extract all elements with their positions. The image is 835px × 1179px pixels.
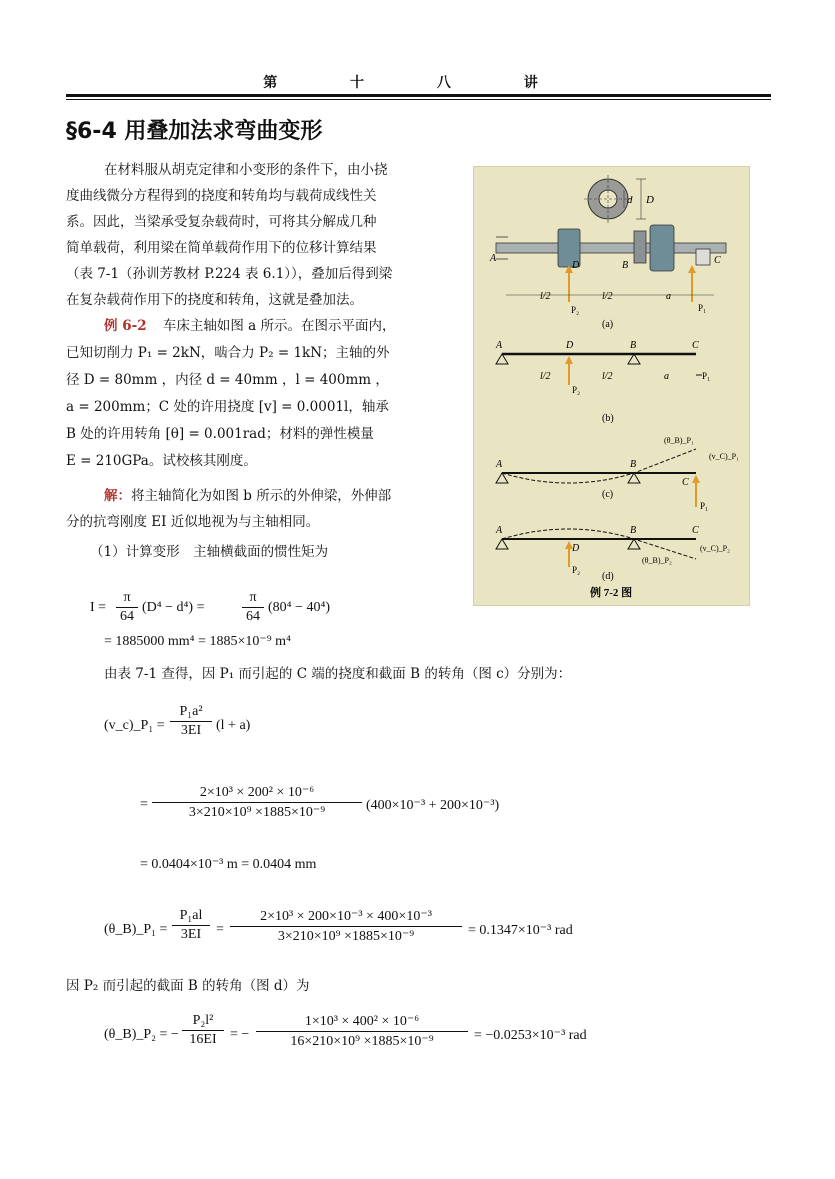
inertia-lhs: I =: [90, 600, 107, 615]
label-B-c: B: [630, 459, 637, 470]
vc-sub-fraction: [152, 784, 362, 821]
thetaB1-equals: =: [216, 922, 224, 937]
shaft-assembly: [489, 225, 726, 330]
label-l2-a2: l/2: [602, 291, 613, 302]
label-D-b: D: [566, 340, 574, 351]
label-a-a: a: [666, 291, 671, 302]
label-P1-a: P₁: [698, 303, 707, 313]
deflection-p2: [495, 525, 730, 582]
fraction-numerator: π: [116, 590, 138, 608]
fraction-numerator: 2×10³ × 200² × 10⁻⁶: [152, 784, 362, 803]
label-A-d: A: [496, 525, 503, 536]
inertia-fraction: [116, 590, 138, 625]
fraction-numerator: P₁a²: [170, 704, 212, 722]
label-l2-b1: l/2: [540, 371, 551, 382]
intro-line: 系。因此，当梁承受复杂载荷时，可将其分解成几种: [66, 214, 377, 230]
thetaB2-fraction: [182, 1013, 224, 1048]
fraction-denominator: 3EI: [180, 927, 202, 942]
example-first-line: [104, 314, 396, 334]
label-thetaB-P2: (θ_B)_P₂: [642, 556, 672, 565]
fraction-numerator: P₁al: [172, 908, 210, 926]
label-A-b: A: [496, 340, 503, 351]
label-P1-b: P₁: [702, 371, 711, 381]
step-1-heading: （1）计算变形 主轴横截面的惯性矩为: [90, 544, 329, 560]
thetaB1-sub-fraction: [230, 908, 462, 945]
label-A-c: A: [496, 459, 503, 470]
panel-b-label: (b): [602, 413, 614, 424]
panel-a-label: (a): [602, 319, 614, 330]
label-d: d: [627, 194, 633, 206]
fraction-denominator: 3EI: [180, 723, 202, 738]
vc-sub-equals: =: [140, 797, 148, 812]
panel-c-label: (c): [602, 489, 614, 500]
figure-caption: 例 7-2 图: [590, 587, 633, 599]
inertia-fraction-2: [242, 590, 264, 625]
label-C-a: C: [714, 255, 721, 266]
shaft-cross-section: [584, 175, 654, 223]
inertia-part1: (D⁴ − d⁴) =: [142, 600, 205, 615]
example-line: a = 200mm；C 处的许用挠度 [v] = 0.0001l，轴承: [66, 399, 389, 415]
label-D-a: D: [572, 260, 580, 271]
label-D-d: D: [572, 543, 580, 554]
inertia-result: = 1885000 mm⁴ = 1885×10⁻⁹ m⁴: [104, 634, 291, 649]
lecture-title: 第 十 八 讲: [263, 75, 572, 91]
fraction-numerator: 2×10³ × 200×10⁻³ × 400×10⁻³: [230, 908, 462, 927]
fraction-denominator: 3×210×10⁹ ×1885×10⁻⁹: [277, 929, 415, 944]
vc-fraction: [170, 704, 212, 739]
example-line: B 处的许用转角 [θ] = 0.001rad；材料的弹性模量: [66, 426, 374, 442]
label-P2-b: P₂: [572, 385, 581, 395]
label-B-b: B: [630, 340, 637, 351]
solution-first-line: [104, 484, 391, 504]
header-rule-thick: [66, 94, 771, 97]
section-title: §6-4 用叠加法求弯曲变形: [66, 119, 323, 144]
thetaB1-fraction: [172, 908, 210, 943]
label-C-d: C: [692, 525, 699, 536]
fraction-denominator: 16×210×10⁹ ×1885×10⁻⁹: [290, 1034, 434, 1049]
example-line: 径 D = 80mm ，内径 d = 40mm ，l = 400mm ，: [66, 372, 389, 388]
table-lookup-text: 由表 7-1 查得，因 P₁ 而引起的 C 端的挠度和截面 B 的转角（图 c）分别为：: [104, 666, 572, 682]
label-A-a: A: [490, 253, 497, 264]
thetaB1-result: = 0.1347×10⁻³ rad: [468, 923, 573, 938]
fraction-numerator: π: [242, 590, 264, 608]
vc-tail: (l + a): [216, 718, 251, 733]
thetaB2-lhs: (θ_B)_P₂ = −: [104, 1027, 179, 1042]
solution-text: 将主轴简化为如图 b 所示的外伸梁，外伸部: [131, 488, 392, 504]
fraction-denominator: 16EI: [189, 1032, 217, 1047]
label-l2-b2: l/2: [602, 371, 613, 382]
intro-line: 度曲线微分方程得到的挠度和转角均与载荷成线性关: [66, 188, 377, 204]
intro-line: （表 7-1（孙训芳教材 P.224 表 6.1）），叠加后得到梁: [66, 266, 393, 282]
intro-line: 在复杂载荷作用下的挠度和转角，这就是叠加法。: [66, 292, 363, 308]
label-P1-c: P₁: [700, 501, 709, 511]
thetaB2-sub-fraction: [256, 1013, 468, 1050]
fraction-numerator: 1×10³ × 400² × 10⁻⁶: [256, 1013, 468, 1032]
label-B-a: B: [622, 260, 629, 271]
label-P2-a: P₂: [571, 305, 580, 315]
label-C-c: C: [682, 477, 689, 488]
intro-line: 在材料服从胡克定律和小变形的条件下，由小挠: [104, 162, 388, 178]
beam-model: [495, 340, 710, 424]
header-rule-thin: [66, 99, 771, 100]
label-D-section: D: [646, 194, 654, 206]
example-figure: [473, 166, 750, 606]
thetaB2-equals: = −: [230, 1027, 250, 1042]
label-P2-d: P₂: [572, 565, 581, 575]
fraction-denominator: 64: [120, 609, 134, 624]
fraction-numerator: P₂l²: [182, 1013, 224, 1031]
deflection-p1: [495, 436, 739, 511]
fraction-denominator: 64: [246, 609, 260, 624]
fraction-denominator: 3×210×10⁹ ×1885×10⁻⁹: [188, 805, 326, 820]
vc-lhs: (v_c)_P₁ =: [104, 718, 165, 733]
inertia-part2: (80⁴ − 40⁴): [268, 600, 330, 615]
label-a-b: a: [664, 371, 669, 382]
thetaB2-result: = −0.0253×10⁻³ rad: [474, 1028, 587, 1043]
label-B-d: B: [630, 525, 637, 536]
label-thetaB-P1: (θ_B)_P₁: [664, 436, 694, 445]
intro-line: 简单载荷，利用梁在简单载荷作用下的位移计算结果: [66, 240, 377, 256]
example-line: 已知切削力 P₁ = 2kN，啮合力 P₂ = 1kN；主轴的外: [66, 345, 390, 361]
panel-d-label: (d): [602, 571, 614, 582]
solution-line: 分的抗弯刚度 EI 近似地视为与主轴相同。: [66, 514, 320, 530]
example-line: E = 210GPa。试校核其刚度。: [66, 453, 257, 469]
label-vC-P2: (v_C)_P₂: [700, 544, 730, 553]
p2-intro: 因 P₂ 而引起的截面 B 的转角（图 d）为: [66, 978, 310, 994]
solution-label: 解：: [104, 488, 131, 504]
vc-sub-tail: (400×10⁻³ + 200×10⁻³): [366, 798, 500, 813]
thetaB1-lhs: (θ_B)_P₁ =: [104, 922, 168, 937]
label-C-b: C: [692, 340, 699, 351]
example-label: 例 6-2: [104, 318, 147, 334]
example-text: 车床主轴如图 a 所示。在图示平面内，: [162, 318, 396, 334]
vc-result: = 0.0404×10⁻³ m = 0.0404 mm: [140, 857, 317, 872]
label-vC-P1: (v_C)_P₁: [709, 452, 739, 461]
figure-drawing: [474, 167, 749, 605]
label-l2-a1: l/2: [540, 291, 551, 302]
